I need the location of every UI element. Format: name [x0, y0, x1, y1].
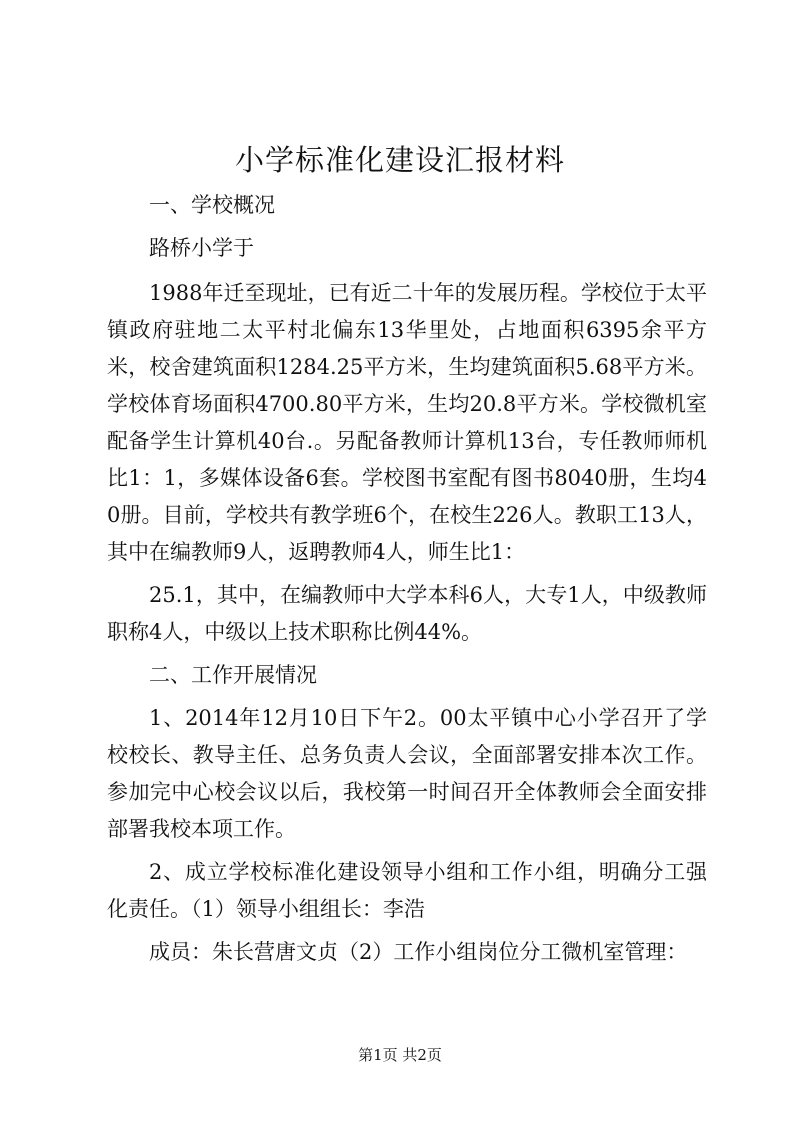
- section-heading-work: 二、工作开展情况: [149, 663, 317, 687]
- section-heading-overview: 一、学校概况: [149, 193, 275, 217]
- paragraph-meeting: 1、2014年12月10日下午2。00太平镇中心小学召开了学校校长、教导主任、总务负责人会议，全面部署安排本次工作。参加完中心校会议以后，我校第一时间召开全体教师会全面安排部署我校本项工作。: [107, 706, 707, 841]
- paragraph-leadership-group: 2、成立学校标准化建设领导小组和工作小组，明确分工强化责任。（1）领导小组组长：李浩: [107, 860, 707, 921]
- paragraph-teacher-stats: 25.1，其中，在编教师中大学本科6人，大专1人，中级教师职称4人，中级以上技术职称比例44%。: [107, 583, 707, 644]
- paragraph-members: 成员：朱长营唐文贞（2）工作小组岗位分工微机室管理：: [149, 940, 688, 964]
- page-footer: 第1页 共2页: [358, 1046, 442, 1064]
- document-title: 小学标准化建设汇报材料: [234, 143, 565, 177]
- paragraph-school-name: 路桥小学于: [149, 236, 254, 260]
- paragraph-school-facts: 1988年迁至现址，已有近二十年的发展历程。学校位于太平镇政府驻地二太平村北偏东13华里处，占地面积6395余平方米，校舍建筑面积1284.25平方米，生均建筑面积5.68平方米。学校体育场面积4700.80平方米，生均20.8平方米。学校微机室配备学生计算机40台.。另配备教师计算机13台，专任教师师机比1：1，多媒体设备6套。学校图书室配有图书8040册，生均40册。目前，学校共有教学班6个，在校生226人。教职工13人，其中在编教师9人，返聘教师4人，师生比1：: [107, 281, 707, 564]
- document-body: [107, 187, 707, 971]
